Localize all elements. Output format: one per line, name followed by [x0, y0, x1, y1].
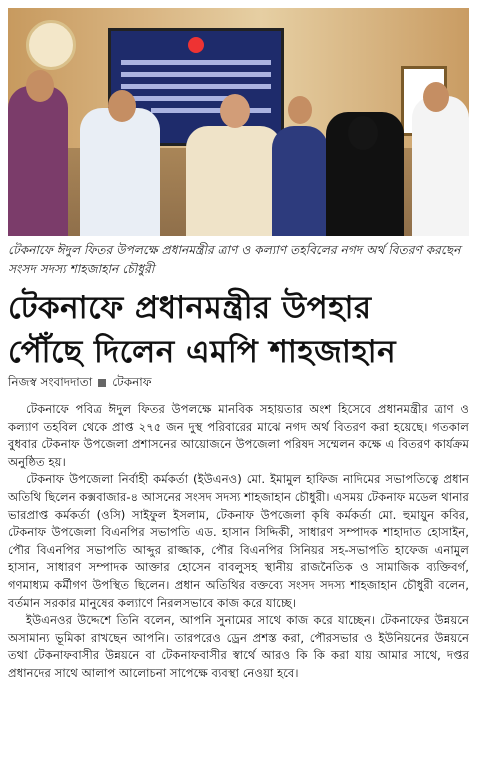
paragraph: ইউএনওর উদ্দেশে তিনি বলেন, আপনি সুনামের সাথে কাজ করে যাচ্ছেন। টেকনাফের উন্নয়নে অসামান্য ভূমিকা রাখছেন আপনি। তারপরেও ড্রেন প্রশস্ত করা, পৌরসভার ও ইউনিয়নের উন্নয়নে তথা টেকনাফবাসীর উন্নয়নে বা টেকনাফবাসীর স্বার্থে আরও কি কি করা যায় আমার সাথে, দপ্তর প্রধানদের সাথে আলাপ আলোচনা সাপেক্ষে ব্যবস্থা নেওয়া হবে।	[8, 613, 469, 680]
paragraph: টেকনাফে পবিত্র ঈদুল ফিতর উপলক্ষে মানবিক সহায়তার অংশ হিসেবে প্রধানমন্ত্রীর ত্রাণ ও কল্যাণ তহবিল থেকে প্রাপ্ত ২৭৫ জন দুস্থ পরিবারের মাঝে নগদ অর্থ বিতরণ করা হয়েছে। গতকাল বুধবার টেকনাফ উপজেলা প্রশাসনের আয়োজনে উপজেলা পরিষদ সম্মেলন কক্ষে এ বিতরণ কার্যক্রম অনুষ্ঠিত হয়।	[8, 402, 469, 469]
byline	[8, 374, 152, 394]
news-photo	[8, 8, 469, 236]
wall-clock	[26, 20, 76, 70]
headline-line-1: টেকনাফে প্রধানমন্ত্রীর উপহার	[8, 290, 372, 326]
article-body	[8, 401, 469, 683]
paragraph: টেকনাফ উপজেলা নির্বাহী কর্মকর্তা (ইউএনও) মো. ইমামুল হাফিজ নাদিমের সভাপতিত্বে প্রধান অতিথি ছিলেন কক্সবাজার-৪ আসনের সংসদ সদস্য শাহজাহান চৌধুরী। এসময় টেকনাফ মডেল থানার ভারপ্রাপ্ত কর্মকর্তা (ওসি) সাইফুল ইসলাম, টেকনাফ উপজেলা কৃষি কর্মকর্তা মো. হুমায়ুন কবির, টেকনাফ উপজেলা বিএনপির সভাপতি এড. হাসান সিদ্দিকী, সাধারণ সম্পাদক শাহাদাত হোসাইন, পৌর বিএনপির সভাপতি আব্দুর রাজ্জাক, পৌর বিএনপির সিনিয়র সহ-সভাপতি হাফেজ এনামুল হাসান, সাধারণ সম্পাদক আক্তার হোসেন বাবলুসহ স্থানীয় রাজনৈতিক ও সামাজিক ব্যক্তিবর্গ, গণমাধ্যম কর্মীগণ উপস্থিত ছিলেন। প্রধান অতিথির বক্তব্যে সংসদ সদস্য শাহজাহান চৌধুরী বলেন, বর্তমান সরকার মানুষের কল্যাণে নিরলসভাবে কাজ করে যাচ্ছে।	[8, 472, 469, 610]
square-bullet-icon	[98, 379, 106, 387]
byline-reporter: নিজস্ব সংবাদদাতা	[8, 375, 93, 389]
headline-line-2: পৌঁছে দিলেন এমপি শাহজাহান	[8, 334, 397, 370]
photo-caption: টেকনাফে ঈদুল ফিতর উপলক্ষে প্রধানমন্ত্রীর ত্রাণ ও কল্যাণ তহবিলের নগদ অর্থ বিতরণ করছেন সংসদ সদস্য শাহজাহান চৌধুরী	[8, 243, 461, 276]
headline	[8, 286, 469, 374]
byline-location: টেকনাফ	[112, 375, 152, 389]
